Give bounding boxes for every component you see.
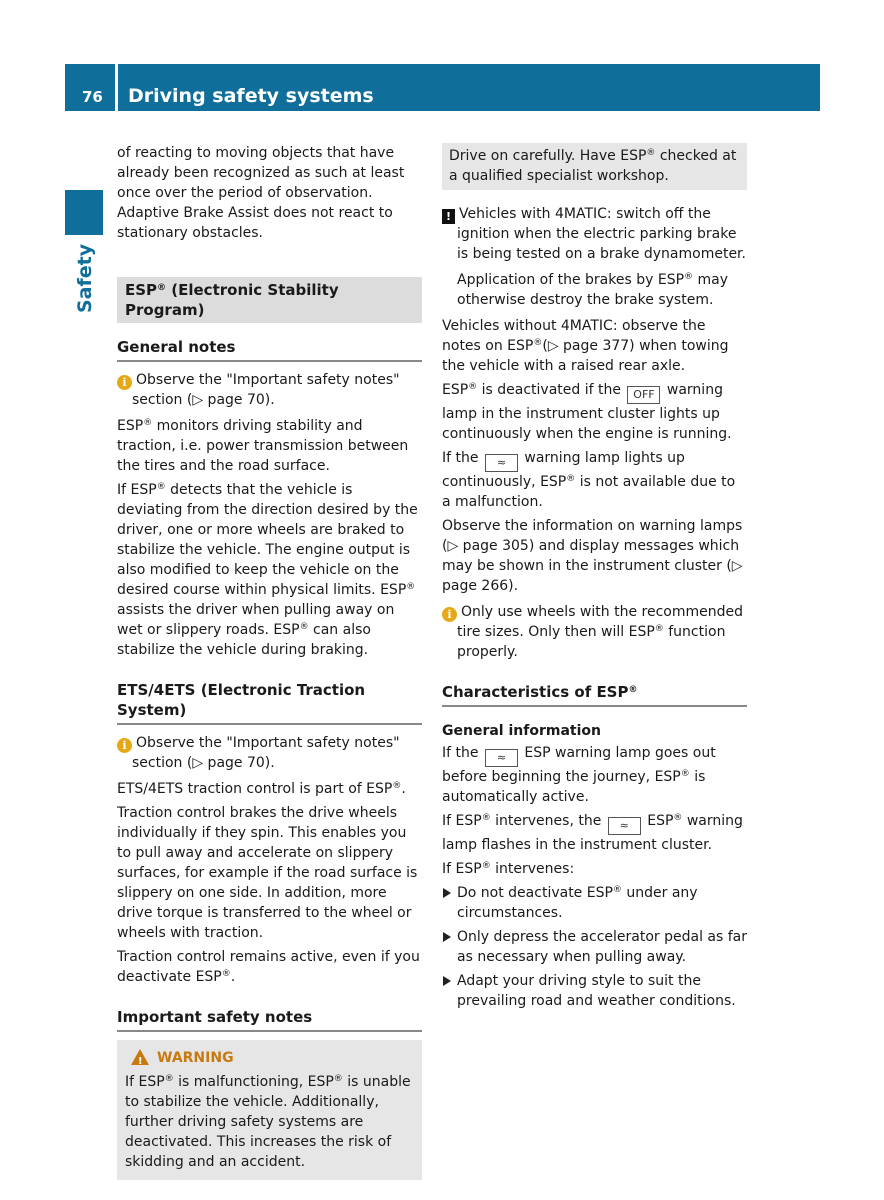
left-column bbox=[117, 143, 422, 1180]
heading-general-notes: General notes bbox=[117, 337, 422, 362]
paragraph: Observe the information on warning lamps (▷ page 305) and display messages which may be shown in the instrument cluster (▷ page 266). bbox=[442, 518, 743, 594]
info-note bbox=[117, 733, 422, 773]
info-note: i Only use wheels with the recommended tire sizes. Only then will ESP® function properly. bbox=[442, 602, 747, 662]
page-number: 76 bbox=[82, 88, 103, 106]
page-header bbox=[65, 64, 820, 111]
warning-text: If ESP® is malfunctioning, ESP® is unable to stabilize the vehicle. Additionally, further driving safety systems are deactivated. This increases the risk of skidding and an accident. bbox=[125, 1074, 411, 1170]
section-band-esp bbox=[117, 277, 422, 323]
heading-ets: ETS/4ETS (Electronic Traction System) bbox=[117, 680, 422, 725]
paragraph: If the ≈ ESP warning lamp goes out before beginning the journey, ESP® is automatically active. bbox=[442, 745, 716, 805]
list-item: Adapt your driving style to suit the prevailing road and weather conditions. bbox=[442, 971, 747, 1011]
warning-heading: !WARNING bbox=[131, 1048, 414, 1068]
caution-note-continued: Application of the brakes by ESP® may otherwise destroy the brake system. bbox=[457, 272, 728, 308]
registered-mark: ® bbox=[157, 283, 167, 293]
caution-note: ! Vehicles with 4MATIC: switch off the ignition when the electric parking brake is being tested on a brake dynamometer. bbox=[442, 204, 747, 264]
heading-important-safety-notes: Important safety notes bbox=[117, 1007, 422, 1032]
info-text: Observe the "Important safety notes" section (▷ page 70). bbox=[132, 372, 400, 408]
intro-paragraph: of reacting to moving objects that have already been recognized as such at least once over the period of observation. Adaptive Brake Assist does not react to stationary obstacles. bbox=[117, 145, 405, 241]
esp-skid-lamp-icon: ≈ bbox=[485, 749, 518, 767]
paragraph: Vehicles without 4MATIC: observe the notes on ESP®(▷ page 377) when towing the vehicle with a raised rear axle. bbox=[442, 318, 729, 374]
info-text: Observe the "Important safety notes" section (▷ page 70). bbox=[132, 735, 400, 771]
paragraph: If ESP® intervenes, the ≈ ESP® warning lamp flashes in the instrument cluster. bbox=[442, 813, 743, 853]
band-text: (Electronic Stability Program) bbox=[125, 281, 339, 319]
warning-continuation-box: Drive on carefully. Have ESP® checked at a qualified specialist workshop. bbox=[442, 143, 747, 190]
side-tab-label: Safety bbox=[74, 243, 96, 313]
warning-box bbox=[117, 1040, 422, 1180]
heading-general-information: General information bbox=[442, 723, 601, 739]
right-column bbox=[442, 143, 747, 1015]
info-icon: i bbox=[117, 375, 132, 390]
band-text: ESP bbox=[125, 281, 158, 299]
paragraph: If ESP® intervenes: bbox=[442, 861, 575, 877]
esp-skid-lamp-icon: ≈ bbox=[608, 817, 641, 835]
list-item: Only depress the accelerator pedal as far as necessary when pulling away. bbox=[442, 927, 747, 967]
paragraph: Traction control remains active, even if you deactivate ESP®. bbox=[117, 949, 420, 985]
paragraph: Traction control brakes the drive wheels individually if they spin. This enables you to pull away and accelerate on slippery surfaces, for example if the road surface is slippery on one side. In addition, more drive torque is transferred to the wheel or wheels with traction. bbox=[117, 805, 418, 941]
list-item: Do not deactivate ESP® under any circumstances. bbox=[442, 883, 747, 923]
paragraph: If ESP® detects that the vehicle is deviating from the direction desired by the driver, one or more wheels are braked to stabilize the vehicle. The engine output is also modified to keep the vehicle on the desired course within physical limits. ESP® assists the driver when pulling away on wet or slippery roads. ESP® can also stabilize the vehicle during braking. bbox=[117, 482, 418, 658]
warning-triangle-icon bbox=[131, 1049, 149, 1065]
esp-skid-lamp-icon: ≈ bbox=[485, 454, 518, 472]
info-icon: i bbox=[117, 738, 132, 753]
paragraph: If the ≈ warning lamp lights up continuously, ESP® is not available due to a malfunction. bbox=[442, 450, 736, 510]
paragraph: ESP® monitors driving stability and traction, i.e. power transmission between the tires and the road surface. bbox=[117, 418, 409, 474]
paragraph: ETS/4ETS traction control is part of ESP®. bbox=[117, 781, 406, 797]
exclamation-icon: ! bbox=[442, 209, 455, 224]
info-icon: i bbox=[442, 607, 457, 622]
side-tab-marker bbox=[65, 190, 103, 235]
esp-off-lamp-icon: OFF bbox=[627, 386, 660, 404]
chapter-title: Driving safety systems bbox=[128, 85, 374, 107]
heading-characteristics: Characteristics of ESP® bbox=[442, 682, 747, 707]
header-divider bbox=[115, 64, 118, 111]
paragraph: ESP® is deactivated if the OFF warning lamp in the instrument cluster lights up continuously when the engine is running. bbox=[442, 382, 732, 442]
info-note bbox=[117, 370, 422, 410]
